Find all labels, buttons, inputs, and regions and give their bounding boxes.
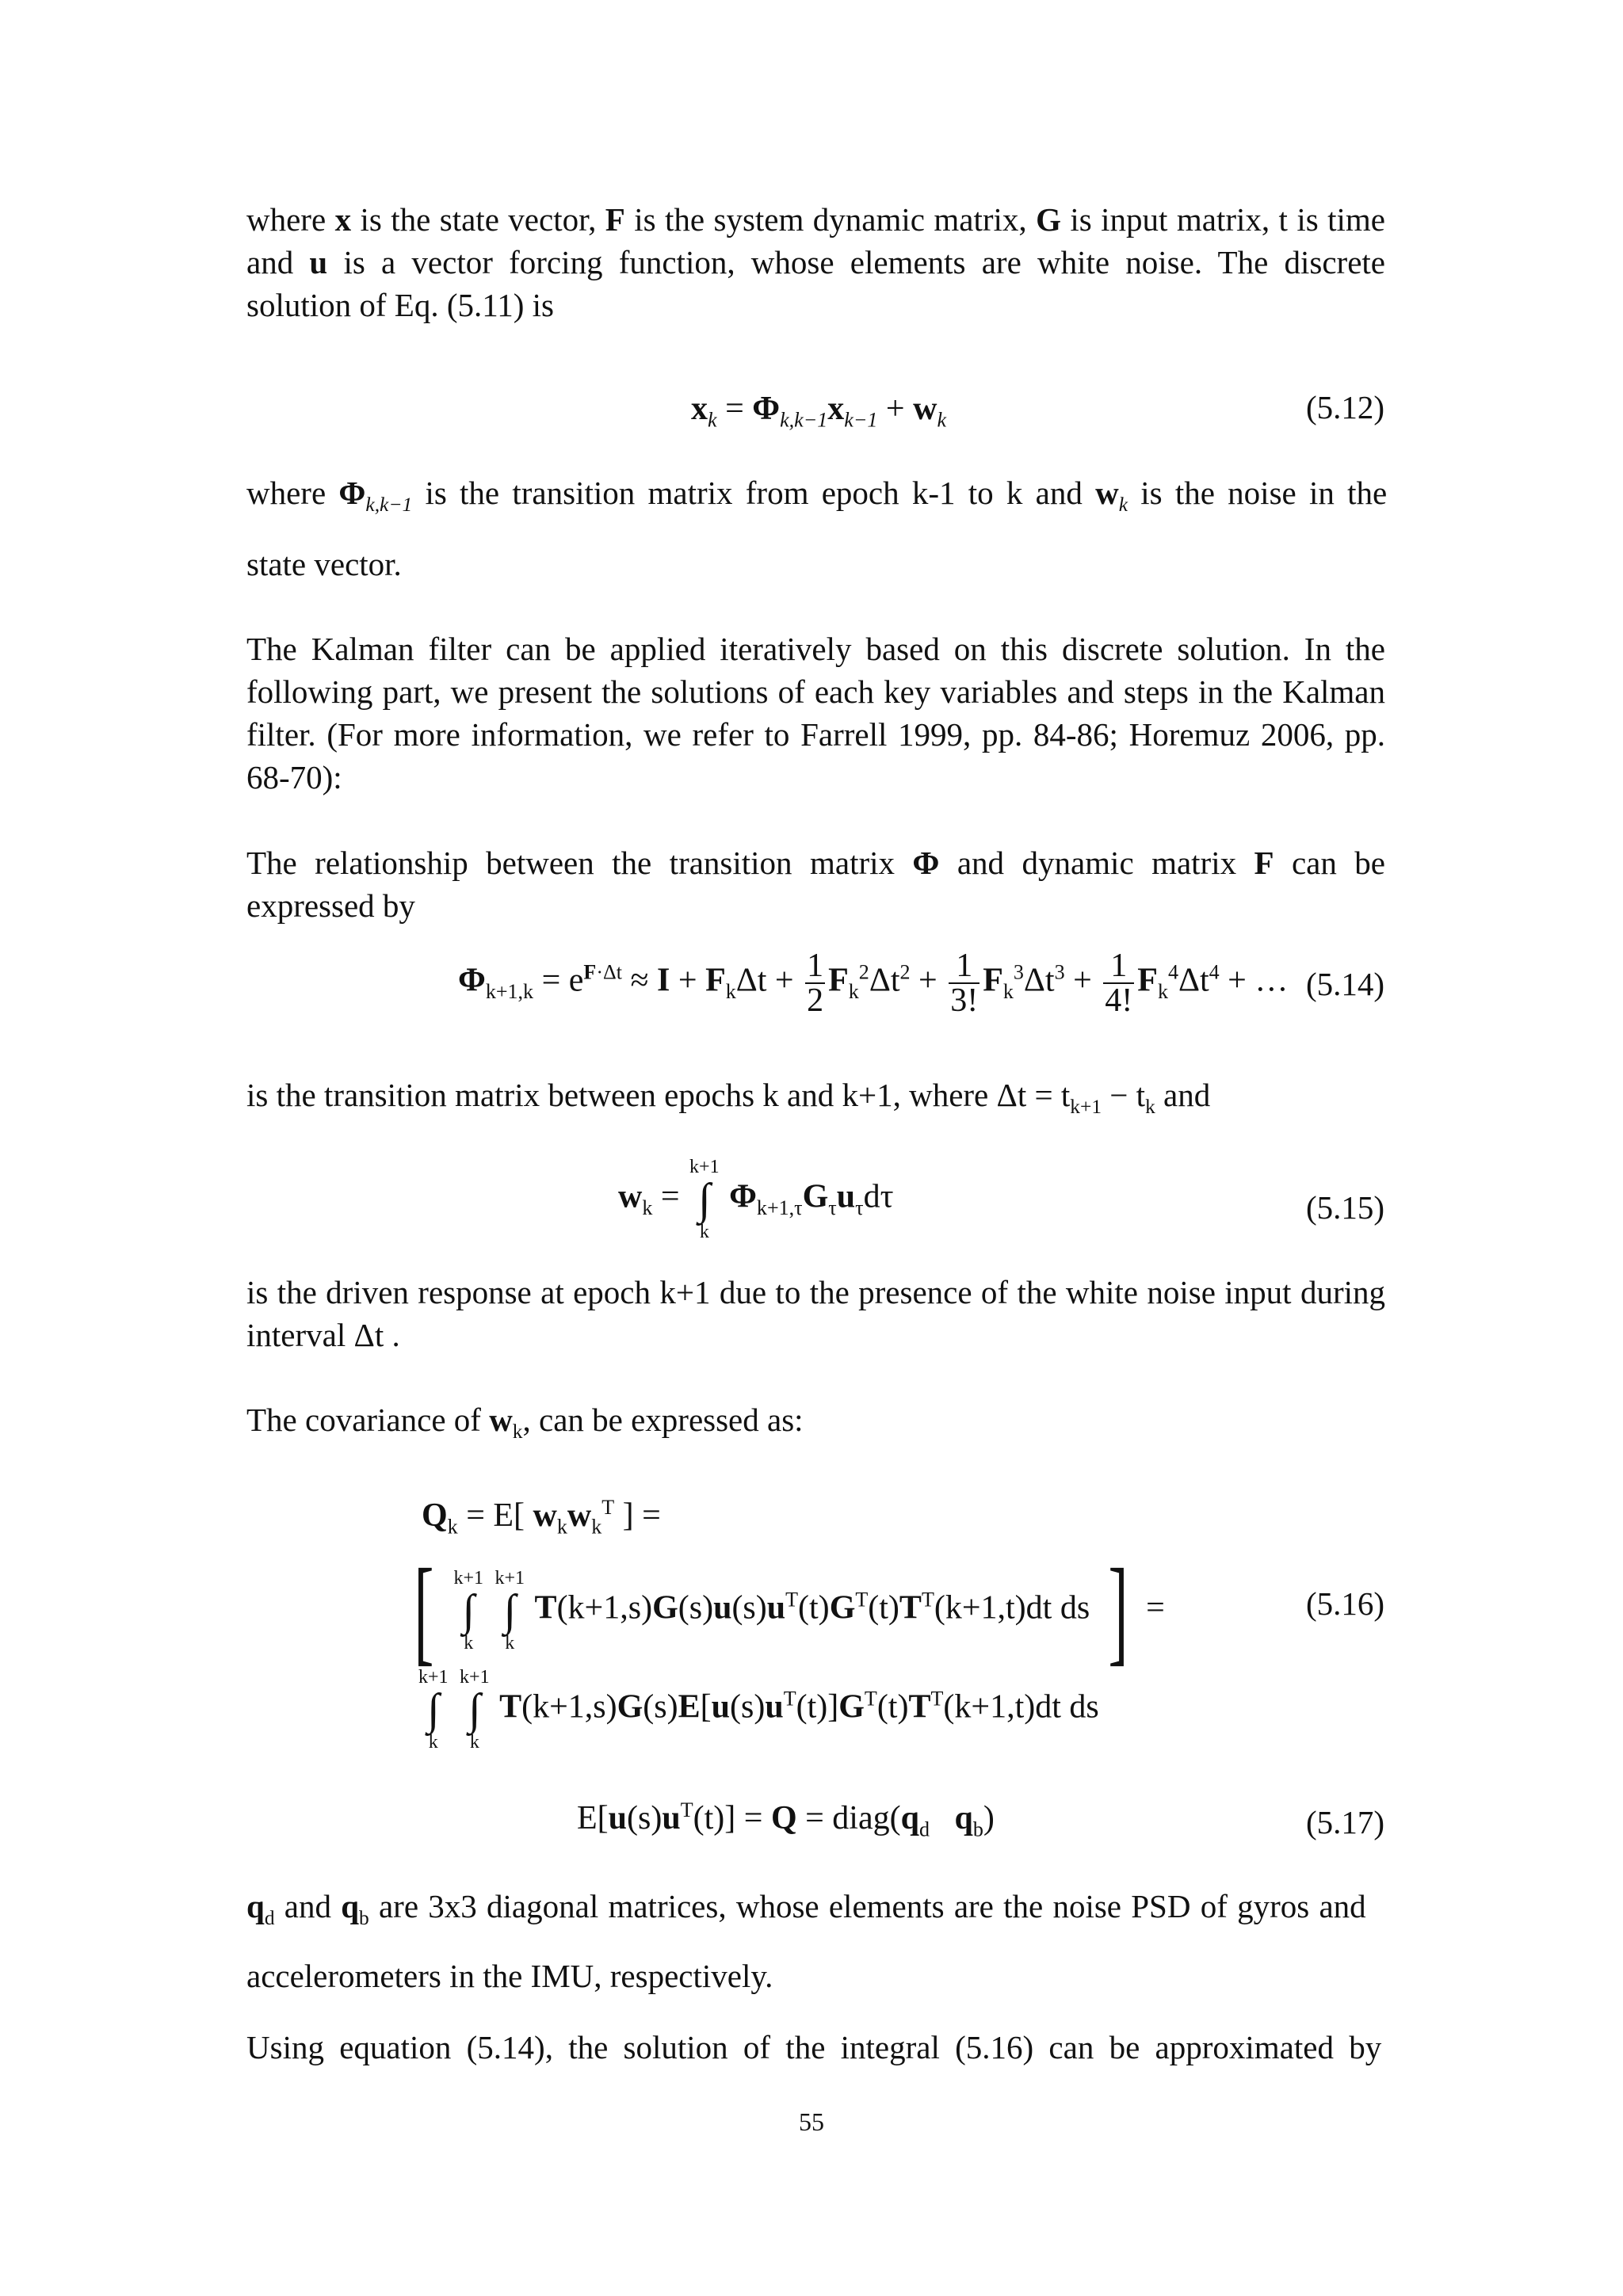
paragraph-transition-matrix: where $\Phi_{k,k-1}$ is the transition matrix from epoch k-1 to k and $w_k$ is the noise in the xyxy=(246,475,1388,517)
and-text: and xyxy=(1163,1077,1211,1113)
paragraph-accelerometers: accelerometers in the IMU, respectively. xyxy=(246,1958,773,1994)
integral-outer-expanded: k+1 ∫ k xyxy=(418,1667,449,1753)
equation-number-5-14: (5.14) xyxy=(1306,966,1385,1002)
equation-number-5-16: (5.16) xyxy=(1306,1585,1385,1622)
equation-5-16-line-1: $Q_k = E$[ $w_kw_k^T$ ] = xyxy=(422,1496,661,1539)
equation-5-17: $E[u(s)u^T(t)] = Q$ = $diag(q_d$ $q_b$) xyxy=(577,1798,995,1841)
integral-symbol: k+1 ∫ k xyxy=(689,1157,720,1242)
integral-inner-expanded: k+1 ∫ k xyxy=(460,1667,490,1753)
epochs-text: is the transition matrix between epochs k and k+1, where xyxy=(246,1077,989,1113)
driven-response-text: is the driven response at epoch k+1 due to the presence of the white noise input during interval xyxy=(246,1274,1385,1353)
equation-5-16-line-3: k+1 ∫ k k+1 ∫ k $T(k+1,s)G(s)E[u(s)u^T(t)]G^T(t)T^T(k+1,t)dt$ ds xyxy=(418,1667,1099,1753)
paragraph-psd-matrices: $q_d$ and $q_b$ are 3x3 diagonal matrices, whose elements are the noise PSD of gyros and xyxy=(246,1888,1366,1930)
page-number: 55 xyxy=(799,2107,824,2136)
fraction-one-third-factorial: $\frac{1}{3!}$ xyxy=(950,948,979,1019)
noise-text: is the noise in the xyxy=(1140,475,1388,511)
equation-5-16-line-2: [ k+1 ∫ k k+1 ∫ k $T(k+1,s)G(s)u(s)u^T(t)G^T(t)T^T(k+1,t)dt$ ds ] = xyxy=(414,1545,1165,1676)
equation-number-5-12: (5.12) xyxy=(1306,389,1385,425)
paragraph-state-vector: state vector. xyxy=(246,546,402,582)
paragraph-driven-response: is the driven response at epoch k+1 due to the presence of the white noise input during interval Δt . xyxy=(246,1274,1385,1353)
paragraph-covariance: The covariance of $w_k$, can be expressed as: xyxy=(246,1402,804,1444)
paragraph-integral-approximation: Using equation (5.14), the solution of the integral (5.16) can be approximated by xyxy=(246,2029,1382,2065)
paragraph-state-model: where x is the state vector, F is the system dynamic matrix, G is input matrix, t is time and u is a vector forcing function, whose elements are white noise. The discrete solution of Eq. (5.11) is xyxy=(246,201,1385,323)
psd-text: are 3x3 diagonal matrices, whose elements are the noise PSD of gyros and xyxy=(378,1888,1366,1924)
fraction-one-half: $\frac{1}{2}$ xyxy=(807,948,824,1019)
paragraph-kalman-intro: The Kalman filter can be applied iteratively based on this discrete solution. In the following part, we present the solutions of each key variables and steps in the Kalman filter. (For more information, we refer to Farrell 1999, pp. 84-86; Horemuz 2006, pp. 68-70): xyxy=(246,631,1385,795)
paragraph-relationship: The relationship between the transition matrix Φ and dynamic matrix F can be expressed by xyxy=(246,845,1385,924)
equation-5-12: $x_k = \Phi_{k,k-1}x_{k-1} + w_k$ xyxy=(691,391,947,432)
equation-5-14: $\Phi_{k+1,k} = e^{F\cdot\Delta t} \approx I + F_k\Delta t$ + $\frac{1}{2}$ $F_k^2\Delta t^2$ + $\frac{1}{3!}$ $F_k^3\Delta t^3$ + $\frac{1}{4!}$ $F_k^4\Delta t^4$ + … xyxy=(458,948,1289,1019)
transition-text: is the transition matrix from epoch k-1 to k and xyxy=(425,475,1083,511)
equation-number-5-17: (5.17) xyxy=(1306,1804,1385,1840)
integral-outer: k+1 ∫ k xyxy=(453,1568,483,1653)
equation-number-5-15: (5.15) xyxy=(1306,1189,1385,1226)
paragraph-transition-epochs: is the transition matrix between epochs k and k+1, where $\Delta t = t_{k+1} - t_k$ and xyxy=(246,1077,1211,1119)
covariance-suffix: , can be expressed as: xyxy=(522,1402,804,1438)
integral-inner: k+1 ∫ k xyxy=(495,1568,525,1653)
equation-5-15: $w_k$ = k+1 ∫ k $\Phi_{k+1,\tau}G_\tau u_\tau d\tau$ xyxy=(618,1157,894,1242)
fraction-one-fourth-factorial: $\frac{1}{4!}$ xyxy=(1105,948,1133,1019)
covariance-prefix: The covariance of xyxy=(246,1402,481,1438)
